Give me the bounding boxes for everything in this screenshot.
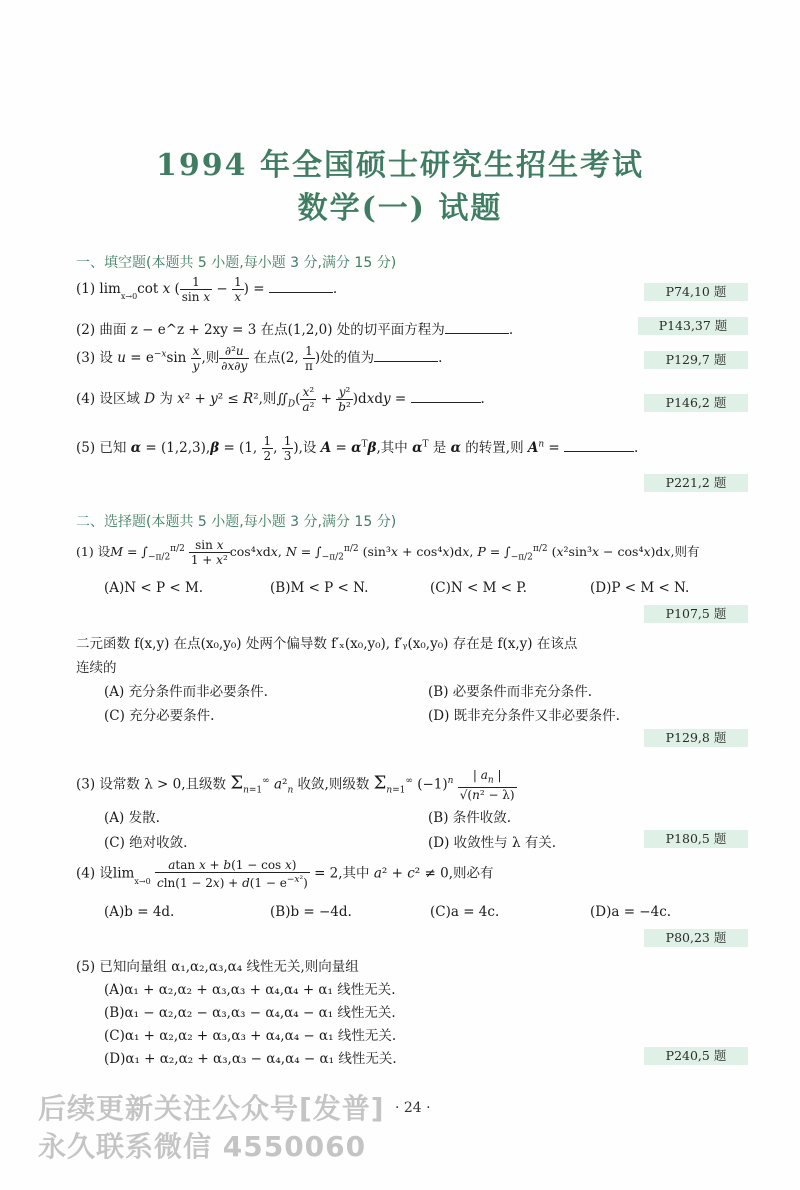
choice-3-option-c: (C) 绝对收敛. xyxy=(104,835,188,851)
choice-2-option-d: (D) 既非充分条件又非必要条件. xyxy=(428,708,620,724)
choice-3-option-d: (D) 收敛性与 λ 有关. xyxy=(428,835,557,851)
choice-question-2-cont: 连续的 xyxy=(76,660,117,676)
choice-1-option-a: (A)N < P < M. xyxy=(104,580,204,596)
section-heading-fill: 一、填空题(本题共 5 小题,每小题 3 分,满分 15 分) xyxy=(76,255,397,271)
choice-3-option-b: (B) 条件收敛. xyxy=(428,810,512,826)
choice-2-option-a: (A) 充分条件而非必要条件. xyxy=(104,684,268,700)
choice-4-option-d: (D)a = −4c. xyxy=(590,904,672,920)
choice-question-3: (3) 设常数 λ > 0,且级数 $\Sigma_{n=1}^\infty$ $a^2_n$ 收敛,则级数 $\Sigma_{n=1}^\infty$ $(-1)^n$ $\frac{| a_n |}{\text{√(n² − λ)}}$ xyxy=(76,768,515,803)
page-number: · 24 · xyxy=(395,1100,431,1116)
section-heading-choice: 二、选择题(本题共 5 小题,每小题 3 分,满分 15 分) xyxy=(76,514,397,530)
title-line-2: 数学(一) 试题 xyxy=(297,191,503,226)
ref-choice-3: P180,5 题 xyxy=(644,830,748,848)
fill-question-5: (5) 已知 α = (1,2,3),β = (1, $\frac{1}{2}$ , $\frac{1}{3}$ ),设 $A = \alpha^T\beta$,其中 $\alpha^T$ 是 α 的转置,则 $A^n$ = . xyxy=(76,434,639,463)
choice-2-option-c: (C) 充分必要条件. xyxy=(104,708,215,724)
choice-5-option-d: (D)α₁ + α₂,α₂ + α₃,α₃ − α₄,α₄ − α₁ 线性无关. xyxy=(104,1051,397,1067)
ref-fill-5: P221,2 题 xyxy=(644,474,748,492)
fill-question-2: (2) 曲面 z − e^z + 2xy = 3 在点(1,2,0) 处的切平面方程为 . xyxy=(76,322,514,338)
choice-4-option-c: (C)a = 4c. xyxy=(430,904,500,920)
choice-5-option-c: (C)α₁ + α₂,α₂ + α₃,α₃ + α₄,α₄ − α₁ 线性无关. xyxy=(104,1028,397,1044)
watermark-line-1: 后续更新关注公众号[发普] xyxy=(38,1092,385,1125)
choice-question-5: (5) 已知向量组 α₁,α₂,α₃,α₄ 线性无关,则向量组 xyxy=(76,959,359,975)
choice-1-option-b: (B)M < P < N. xyxy=(270,580,369,596)
choice-1-option-d: (D)P < M < N. xyxy=(590,580,690,596)
ref-choice-5: P240,5 题 xyxy=(644,1047,748,1065)
choice-1-option-c: (C)N < M < P. xyxy=(430,580,527,596)
ref-fill-2: P143,37 题 xyxy=(638,317,748,335)
choice-5-option-b: (B)α₁ − α₂,α₂ − α₃,α₃ − α₄,α₄ − α₁ 线性无关. xyxy=(104,1005,396,1021)
title-line-1: 1994 年全国硕士研究生招生考试 xyxy=(156,148,644,183)
choice-4-option-a: (A)b = 4d. xyxy=(104,904,175,920)
ref-fill-1: P74,10 题 xyxy=(644,283,748,301)
choice-question-1: (1) 设$M = \int_{-\pi/2}^{\pi/2}$ $\frac{\text{sin x}}{\text{1 + x²}}$ cos⁴xdx, $N = \int_{-\pi/2}^{\pi/2}$ (sin³x + cos⁴x)dx, $P = \int_{-\pi/2}^{\pi/2}$ (x²sin³x − cos⁴x)dx,则有 xyxy=(76,538,700,567)
ref-fill-3: P129,7 题 xyxy=(644,351,748,369)
choice-4-option-b: (B)b = −4d. xyxy=(270,904,352,920)
watermark-line-2: 永久联系微信 4550060 xyxy=(38,1130,367,1163)
ref-fill-4: P146,2 题 xyxy=(644,394,748,412)
fill-question-4: (4) 设区域 D 为 x² + y² ≤ R²,则$∬_D$( $\frac{\text{x²}}{\text{a²}}$ + $\frac{\text{y²}}{\text{b²}}$ )dxdy = . xyxy=(76,385,485,414)
choice-question-4: (4) 设$\lim_{x\to 0}$ $\frac{\text{atan x + b(1 − cos x)}}{cln(1 - 2x) + d(1 - e^{-x^2})}$ = 2,其中 a² + c² ≠ 0,则必有 xyxy=(76,858,494,890)
ref-choice-4: P80,23 题 xyxy=(644,929,748,947)
fill-question-3: (3) 设 $u = e^{-x}\sin$ $\frac{x}{y}$ ,则 $\frac{\text{∂²u}}{\partial x\partial y}$ 在点(2, $\frac{1}{\pi}$ )处的值为 . xyxy=(76,344,443,373)
fill-question-1: (1) $\lim_{x\to 0}\cot$ x ( $\frac{1}{\text{sin x}}$ − $\frac{1}{x}$ ) = . xyxy=(76,275,338,304)
choice-question-2: 二元函数 f(x,y) 在点(x₀,y₀) 处两个偏导数 f′ₓ(x₀,y₀), f′ᵧ(x₀,y₀) 存在是 f(x,y) 在该点 xyxy=(76,636,578,652)
ref-choice-1: P107,5 题 xyxy=(644,605,748,623)
choice-3-option-a: (A) 发散. xyxy=(104,810,160,826)
ref-choice-2: P129,8 题 xyxy=(644,729,748,747)
choice-5-option-a: (A)α₁ + α₂,α₂ + α₃,α₃ + α₄,α₄ + α₁ 线性无关. xyxy=(104,982,396,998)
choice-2-option-b: (B) 必要条件而非充分条件. xyxy=(428,684,593,700)
